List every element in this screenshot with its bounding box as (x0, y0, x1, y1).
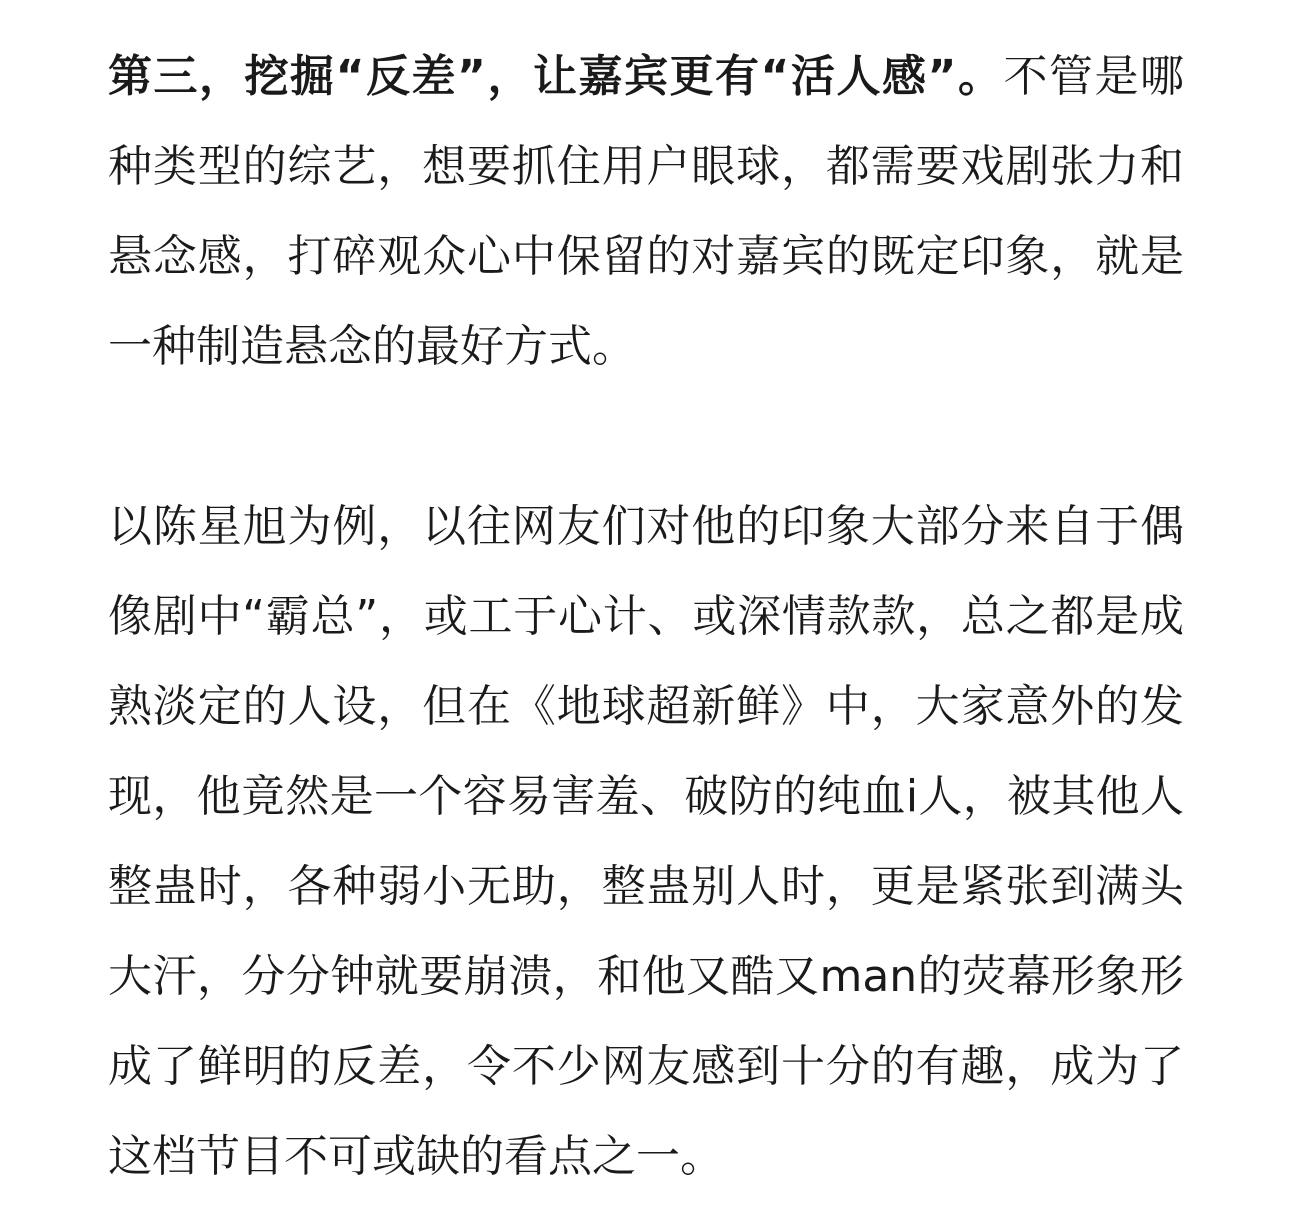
paragraph-lead: 第三，挖掘“反差”，让嘉宾更有“活人感”。 (108, 51, 1004, 102)
paragraph-1 (108, 32, 1184, 392)
paragraph-text: 不管是哪种类型的综艺，想要抓住用户眼球，都需要戏剧张力和悬念感，打碎观众心中保留的对嘉宾的既定印象，就是一种制造悬念的最好方式。 (108, 51, 1185, 372)
paragraph-2 (108, 482, 1184, 1202)
article-body (108, 32, 1184, 1202)
paragraph-text: 以陈星旭为例，以往网友们对他的印象大部分来自于偶像剧中“霸总”，或工于心计、或深情款款，总之都是成熟淡定的人设，但在《地球超新鲜》中，大家意外的发现，他竟然是一个容易害羞、破防的纯血i人，被其他人整蛊时，各种弱小无助，整蛊别人时，更是紧张到满头大汗，分分钟就要崩溃，和他又酷又man的荧幕形象形成了鲜明的反差，令不少网友感到十分的有趣，成为了这档节目不可或缺的看点之一。 (108, 501, 1184, 1182)
